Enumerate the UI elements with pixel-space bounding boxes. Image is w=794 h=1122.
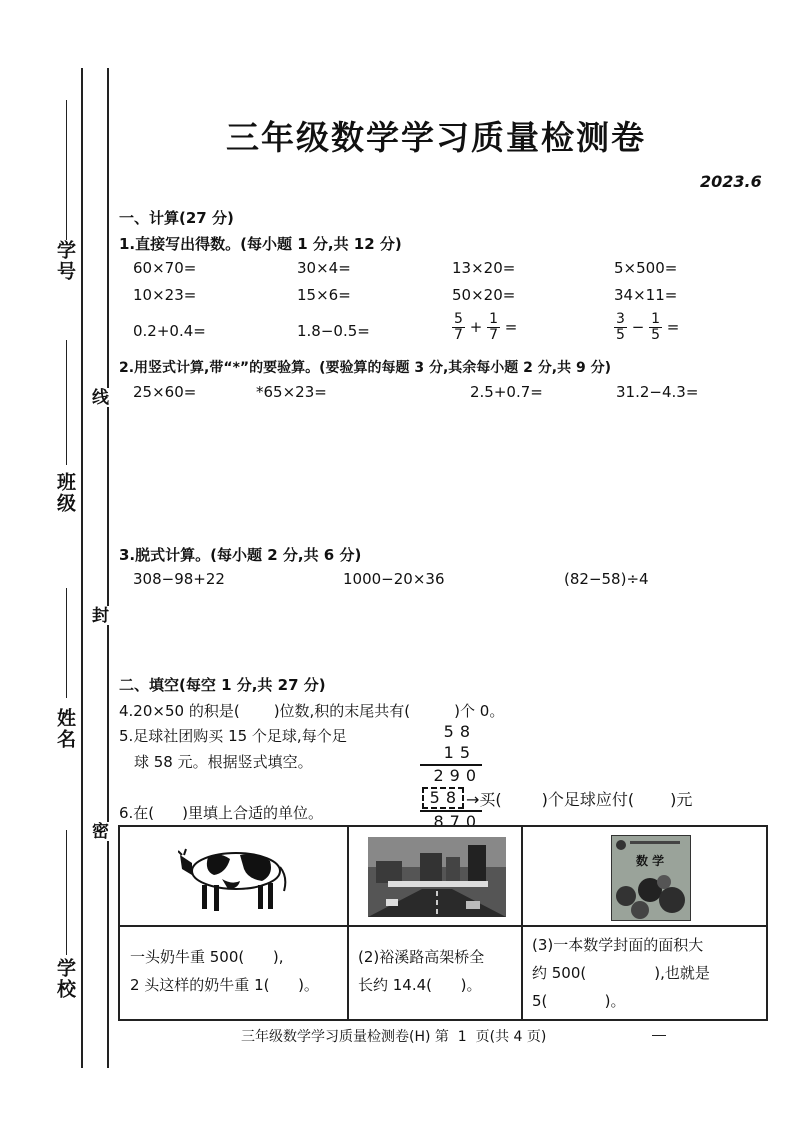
q5-line-1: 5.足球社团购买 15 个足球,每个足 xyxy=(119,727,347,745)
q1-r1-c: 13×20= xyxy=(452,259,516,277)
cut-mark-secret: 密 xyxy=(86,822,111,841)
margin-line-right xyxy=(107,68,109,1068)
q3-title: 3.脱式计算。(每小题 2 分,共 6 分) xyxy=(119,546,362,564)
q6-cell-2: (2)裕溪路高架桥全 长约 14.4( )。 xyxy=(358,948,485,994)
q3-item-3: (82−58)÷4 xyxy=(564,570,649,588)
q1-r2-a: 10×23= xyxy=(133,286,197,304)
vm-partial-1: 290 xyxy=(433,766,482,785)
q1-r2-c: 50×20= xyxy=(452,286,516,304)
q1-r1-a: 60×70= xyxy=(133,259,197,277)
q1-title: 1.直接写出得数。(每小题 1 分,共 12 分) xyxy=(119,235,402,253)
name-label: 姓名 xyxy=(54,708,76,750)
page-footer: 三年级数学学习质量检测卷(H) 第 1 页(共 4 页) xyxy=(241,1029,547,1045)
q3-item-1: 308−98+22 xyxy=(133,570,225,588)
cow-image xyxy=(178,841,290,915)
q5-buy-text: →买( )个足球应付( )元 xyxy=(466,790,693,809)
student-id-label: 学号 xyxy=(54,240,76,282)
q6-table xyxy=(118,825,768,1021)
q3-item-2: 1000−20×36 xyxy=(343,570,445,588)
book-title: 数 学 xyxy=(636,854,665,868)
school-label: 学校 xyxy=(54,958,76,1000)
school-underline xyxy=(66,830,67,955)
footer-dash xyxy=(652,1035,666,1036)
q5-line-2: 球 58 元。根据竖式填空。 xyxy=(134,753,313,771)
class-underline xyxy=(66,340,67,465)
q2-item-2: *65×23= xyxy=(256,383,327,401)
highway-image xyxy=(368,837,506,917)
q2-item-4: 31.2−4.3= xyxy=(616,383,699,401)
q1-r2-b: 15×6= xyxy=(297,286,351,304)
vm-result: 870 xyxy=(420,810,482,833)
page-title: 三年级数学学习质量检测卷 xyxy=(226,118,646,157)
q1-r3-b: 1.8−0.5= xyxy=(297,322,370,340)
name-underline xyxy=(66,588,67,698)
q1-fraction-sum: $\frac{5}{7}$ + $\frac{1}{7}$ = xyxy=(454,311,518,343)
vm-partial-2-box: 58 xyxy=(422,787,464,809)
math-book-image xyxy=(611,835,691,921)
q2-item-3: 2.5+0.7= xyxy=(470,383,543,401)
vertical-multiplication xyxy=(420,722,482,833)
vm-multiplicand: 58 xyxy=(443,722,476,741)
section-2-heading: 二、填空(每空 1 分,共 27 分) xyxy=(119,676,326,694)
q1-r2-d: 34×11= xyxy=(614,286,678,304)
section-1-heading: 一、计算(27 分) xyxy=(119,209,234,227)
q2-title: 2.用竖式计算,带“*”的要验算。(要验算的每题 3 分,其余每小题 2 分,共 9 分) xyxy=(119,360,612,376)
class-label: 班级 xyxy=(54,472,76,514)
q1-r3-a: 0.2+0.4= xyxy=(133,322,206,340)
q1-r1-d: 5×500= xyxy=(614,259,678,277)
cut-mark-line: 线 xyxy=(86,388,111,407)
student-id-underline xyxy=(66,100,67,240)
q6-cell-1: 一头奶牛重 500( ), 2 头这样的奶牛重 1( )。 xyxy=(130,948,319,994)
q1-r1-b: 30×4= xyxy=(297,259,351,277)
exam-date: 2023.6 xyxy=(700,172,762,191)
q1-fraction-diff: $\frac{3}{5}$ − $\frac{1}{5}$ = xyxy=(616,311,680,343)
vm-multiplier: 15 xyxy=(420,743,482,766)
margin-line-left xyxy=(81,68,83,1068)
cut-mark-seal: 封 xyxy=(86,606,111,625)
q4-text: 4.20×50 的积是( )位数,积的末尾共有( )个 0。 xyxy=(119,702,505,720)
q2-item-1: 25×60= xyxy=(133,383,197,401)
q6-cell-3: (3)一本数学封面的面积大 约 500( ),也就是 5( )。 xyxy=(532,936,710,1010)
q6-title: 6.在( )里填上合适的单位。 xyxy=(119,804,324,822)
